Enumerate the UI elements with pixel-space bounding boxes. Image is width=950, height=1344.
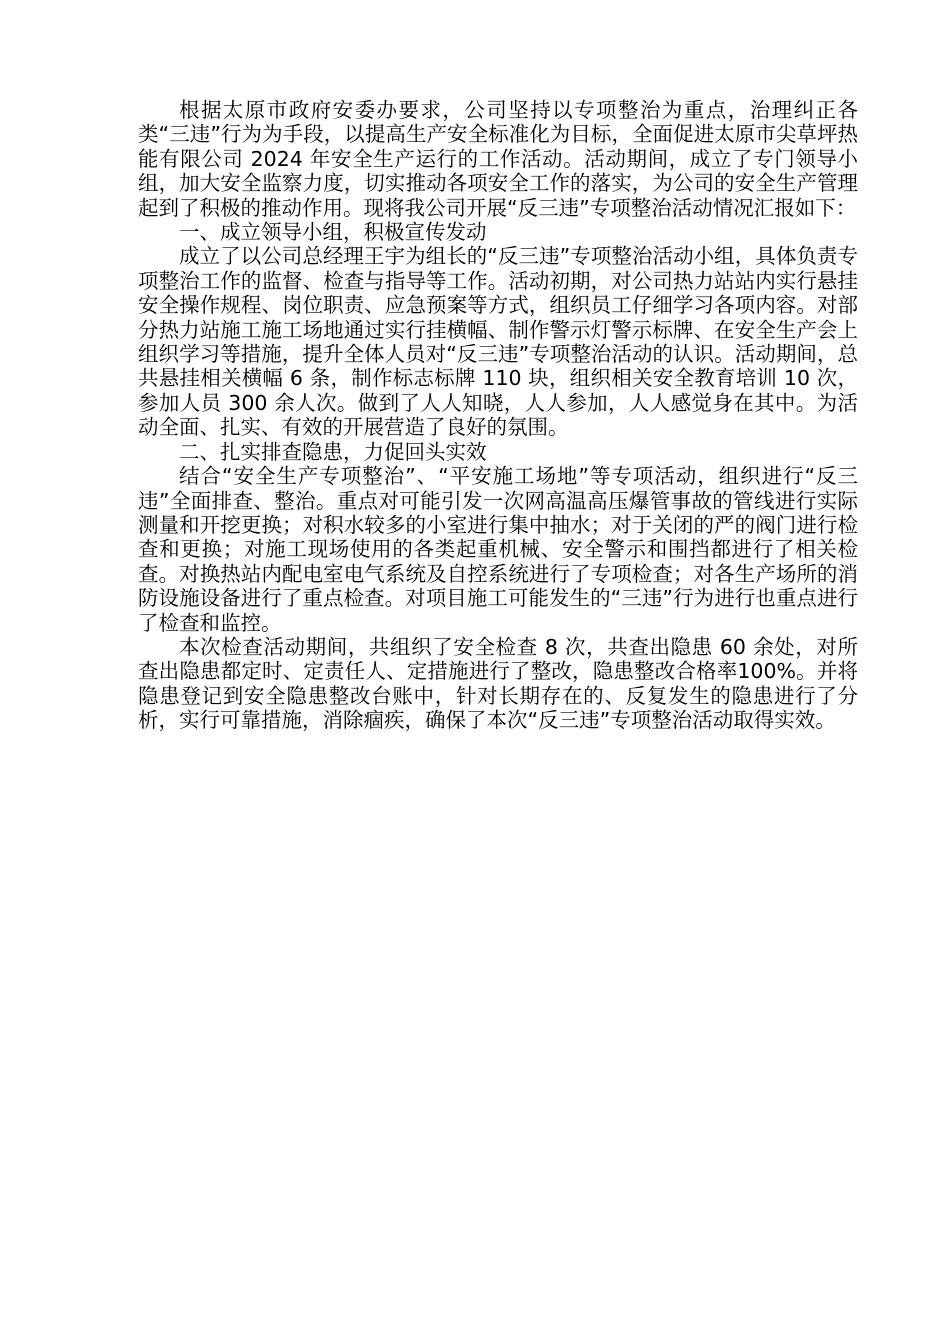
- section-heading-2: 二、扎实排查隐患，力促回头实效: [179, 439, 487, 464]
- section-heading-1: 一、成立领导小组，积极宣传发动: [179, 220, 487, 245]
- section-2-paragraph-1: 结合“安全生产专项整治”、“平安施工场地”等专项活动，组织进行“反三违”全面排查、整治。重点对可能引发一次网高温高压爆管事故的管线进行实际测量和开挖更换；对积水较多的小室进行集中抽水；对于关闭的严的阀门进行检查和更换；对施工现场使用的各类起重机械、安全警示和围挡都进行了相关检查。对换热站内配电室电气系统及自控系统进行了专项检查；对各生产场所的消防设施设备进行了重点检查。对项目施工可能发生的“三违”行为进行也重点进行了检查和监控。: [138, 464, 858, 635]
- intro-paragraph: 根据太原市政府安委办要求，公司坚持以专项整治为重点，治理纠正各类“三违”行为为手段，以提高生产安全标准化为目标，全面促进太原市尖草坪热能有限公司 2024 年安全生产运行的工作活动。活动期间，成立了专门领导小组，加大安全监察力度，切实推动各项安全工作的落实，为公司的安全生产管理起到了积极的推动作用。现将我公司开展“反三违”专项整治活动情况汇报如下：: [138, 98, 858, 220]
- document-page: [138, 98, 858, 733]
- section-2-paragraph-2: 本次检查活动期间，共组织了安全检查 8 次，共查出隐患 60 余处，对所查出隐患都定时、定责任人、定措施进行了整改，隐患整改合格率100%。并将隐患登记到安全隐患整改台账中，针对长期存在的、反复发生的隐患进行了分析，实行可靠措施，消除痼疾，确保了本次“反三违”专项整治活动取得实效。: [138, 634, 858, 733]
- section-1-paragraph: 成立了以公司总经理王宇为组长的“反三违”专项整治活动小组，具体负责专项整治工作的监督、检查与指导等工作。活动初期，对公司热力站站内实行悬挂安全操作规程、岗位职责、应急预案等方式，组织员工仔细学习各项内容。对部分热力站施工施工场地通过实行挂横幅、制作警示灯警示标牌、在安全生产会上组织学习等措施，提升全体人员对“反三违”专项整治活动的认识。活动期间，总共悬挂相关横幅 6 条，制作标志标牌 110 块，组织相关安全教育培训 10 次，参加人员 300 余人次。做到了人人知晓，人人参加，人人感觉身在其中。为活动全面、扎实、有效的开展营造了良好的氛围。: [138, 244, 858, 440]
